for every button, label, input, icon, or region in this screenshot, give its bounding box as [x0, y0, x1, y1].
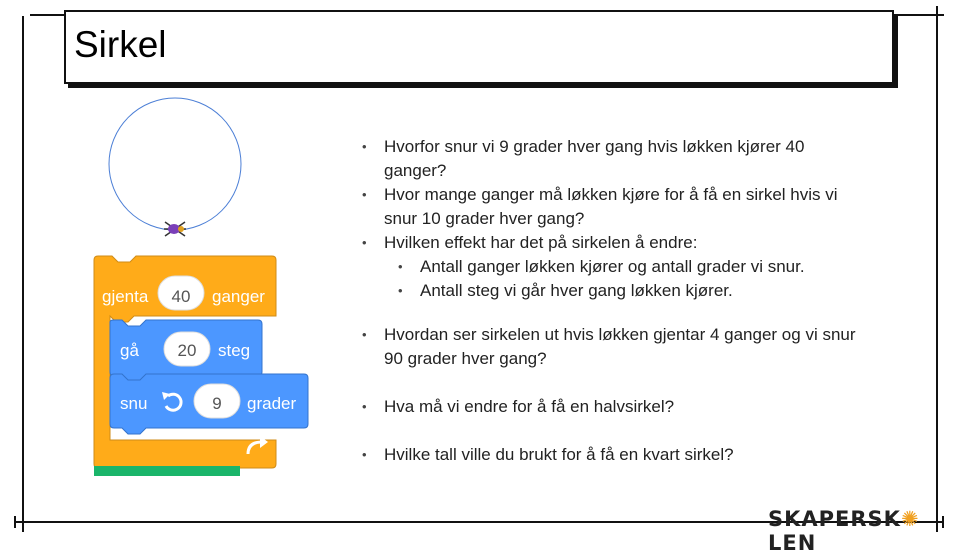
frame-tick	[14, 516, 16, 528]
repeat-label: gjenta	[102, 287, 149, 306]
turn-suffix-label: grader	[247, 394, 297, 413]
list-item: • Hvordan ser sirkelen ut hvis løkken gjentar 4 ganger og vi snur 90 grader hver gang?	[362, 323, 902, 371]
title-box	[64, 10, 894, 84]
frame-right-line	[936, 6, 938, 532]
list-item: • Antall steg vi går hver gang løkken kjører.	[362, 279, 902, 303]
list-item: • Antall ganger løkken kjører og antall grader vi snur.	[362, 255, 902, 279]
circle-drawing	[92, 96, 332, 246]
frame-left-line	[22, 16, 24, 532]
beetle-sprite-icon	[164, 222, 186, 236]
list-item: • Hvilken effekt har det på sirkelen å endre:	[362, 231, 902, 255]
list-item: • Hvor mange ganger må løkken kjøre for å få en sirkel hvis vi snur 10 grader hver gang?	[362, 183, 902, 231]
move-steps-value: 20	[177, 341, 197, 360]
slide-title: Sirkel	[74, 24, 167, 65]
list-item: • Hvilke tall ville du brukt for å få en kvart sirkel?	[362, 443, 902, 467]
list-item: • Hvorfor snur vi 9 grader hver gang hvis løkken kjører 40 ganger?	[362, 135, 902, 183]
move-suffix-label: steg	[218, 341, 251, 360]
turn-label: snu	[120, 394, 148, 413]
circle-path	[109, 98, 241, 230]
repeat-count-value: 40	[171, 287, 191, 306]
turn-degrees-value: 9	[212, 394, 222, 413]
skaperskolen-logo: SKAPERSK✺LEN	[768, 507, 920, 555]
question-list	[362, 135, 902, 467]
list-item: • Hva må vi endre for å få en halvsirkel?	[362, 395, 902, 419]
sun-gear-icon: ✺	[900, 507, 920, 531]
move-label: gå	[120, 341, 139, 360]
next-block-edge	[94, 466, 240, 476]
repeat-suffix-label: ganger	[212, 287, 265, 306]
frame-tick	[930, 14, 944, 16]
